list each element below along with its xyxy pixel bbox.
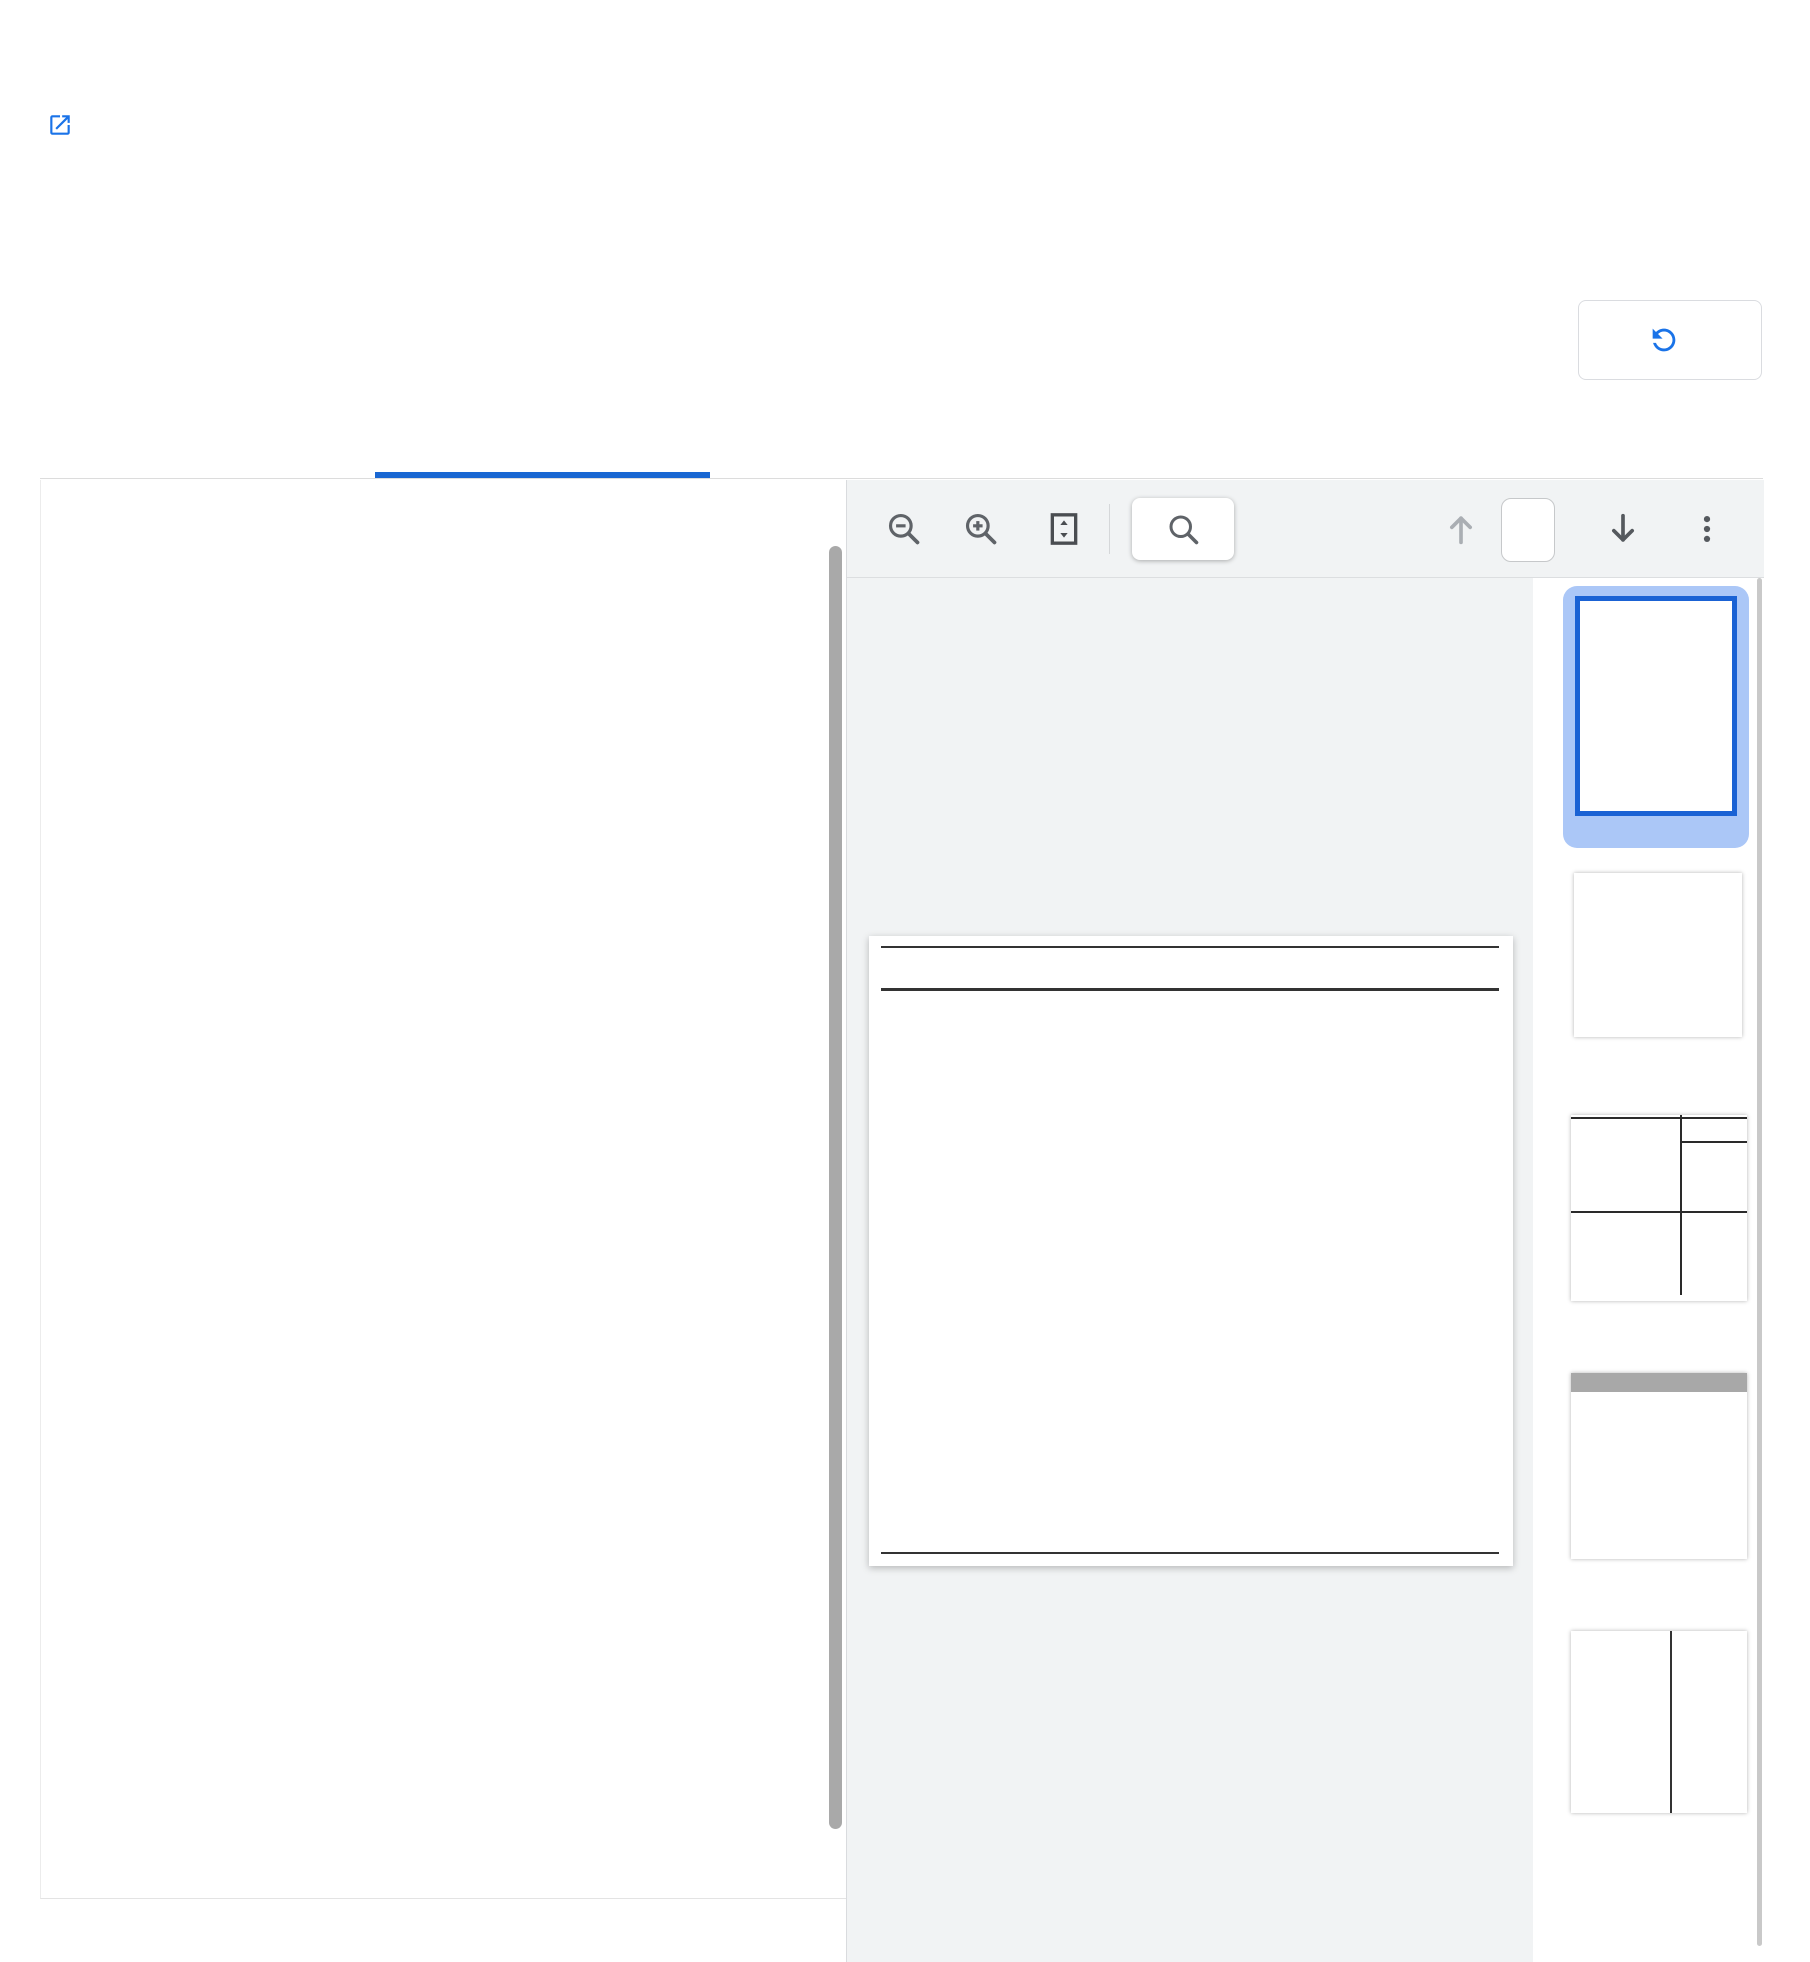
extraction-widget — [40, 478, 1763, 1962]
left-panel-scrollbar[interactable] — [829, 546, 842, 1829]
search-icon — [1165, 511, 1201, 547]
thumbnail-page-5[interactable] — [1571, 1631, 1747, 1813]
document-page-preview — [869, 936, 1513, 1566]
thumbnail-2-mini-table — [1574, 873, 1742, 876]
tab-tables[interactable] — [375, 410, 710, 478]
external-link-icon — [47, 112, 73, 138]
page-thumbnails — [1533, 578, 1764, 1962]
thumbnail-page-2[interactable] — [1574, 873, 1742, 1037]
thumbnail-3-mini-table — [1571, 1115, 1747, 1301]
zoom-out-button[interactable] — [882, 507, 926, 551]
next-page-button[interactable] — [1601, 507, 1645, 551]
zoom-out-icon — [885, 510, 923, 548]
thumbnail-page-1-image — [1575, 596, 1737, 816]
thumb4-header — [1571, 1373, 1747, 1392]
file-link[interactable] — [40, 109, 73, 141]
thumbnail-4-mini-table — [1571, 1373, 1747, 1392]
result-tabs — [40, 410, 1380, 478]
fit-page-button[interactable] — [1042, 507, 1086, 551]
more-options-button[interactable] — [1685, 507, 1729, 551]
document-viewer — [846, 480, 1764, 1962]
toolbar-divider — [1109, 504, 1110, 554]
thumbnail-page-3[interactable] — [1571, 1115, 1747, 1301]
reset-icon — [1647, 323, 1681, 357]
intro-text — [40, 105, 73, 145]
tab-key-value-pairs[interactable] — [40, 410, 375, 478]
arrow-down-icon — [1603, 509, 1643, 549]
viewer-toolbar — [847, 480, 1764, 578]
thumbnail-page-4[interactable] — [1571, 1373, 1747, 1559]
doc-table-header — [869, 954, 1513, 984]
thumbnail-1-mini-table — [1580, 601, 1732, 606]
search-button[interactable] — [1132, 498, 1234, 560]
reset-button[interactable] — [1578, 300, 1762, 380]
tab-json[interactable] — [1045, 410, 1380, 478]
zoom-in-icon — [962, 510, 1000, 548]
extracted-tables-panel — [40, 480, 847, 1899]
doc-table-bottom-rule — [881, 1552, 1499, 1554]
page-number-input[interactable] — [1501, 498, 1555, 562]
previous-page-button[interactable] — [1439, 507, 1483, 551]
thumbnail-page-1-selected[interactable] — [1563, 586, 1749, 848]
thumbnails-scrollbar[interactable] — [1757, 578, 1762, 1946]
fit-page-icon — [1044, 509, 1084, 549]
tab-ocr-text[interactable] — [710, 410, 1045, 478]
doc-table-header-rule — [881, 988, 1499, 991]
arrow-up-icon — [1441, 509, 1481, 549]
thumbnail-5-mini-table — [1571, 1631, 1747, 1813]
zoom-in-button[interactable] — [959, 507, 1003, 551]
kebab-menu-icon — [1690, 512, 1724, 546]
doc-table-top-rule — [881, 946, 1499, 948]
